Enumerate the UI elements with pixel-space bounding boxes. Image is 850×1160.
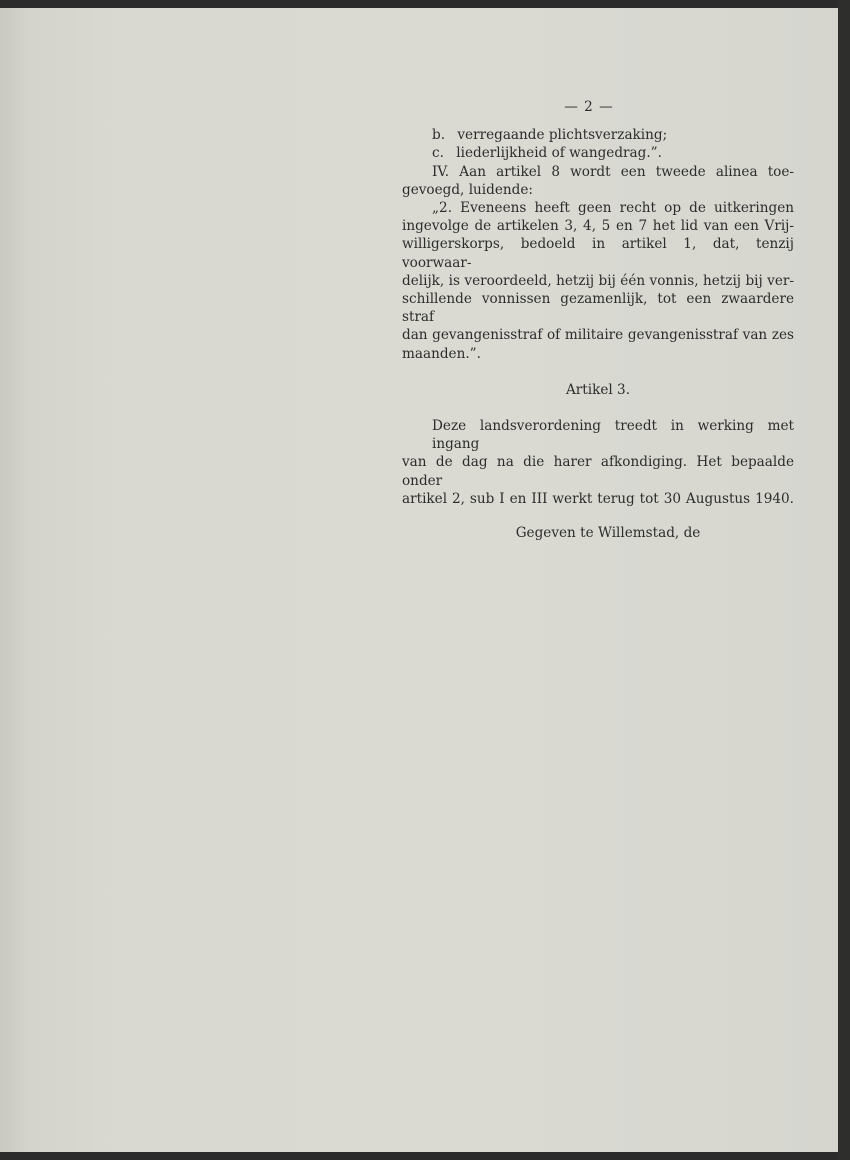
section-iv-line-2: gevoegd, luidende: — [402, 181, 533, 198]
quote-line-3: willigerskorps, bedoeld in artikel 1, dat, tenzij voorwaar- — [402, 236, 794, 271]
clause-text: liederlijkheid of wangedrag.”. — [456, 145, 662, 162]
article-3-line-1: Deze landsverordening treedt in werking met ingang — [432, 418, 794, 453]
article-3-heading: Artikel 3. — [565, 381, 631, 398]
clause-label: b. — [432, 127, 446, 144]
document-page — [0, 8, 838, 1152]
given-at-line: Gegeven te Willemstad, de — [515, 525, 701, 542]
quote-line-2: ingevolge de artikelen 3, 4, 5 en 7 het lid van een Vrij- — [402, 218, 794, 235]
text-column — [402, 98, 794, 542]
page-number: — 2 — — [564, 99, 614, 115]
quote-line-6: dan gevangenisstraf of militaire gevangenisstraf van zes — [402, 327, 794, 344]
section-iv-line-1: IV. Aan artikel 8 wordt een tweede alinea toe- — [432, 163, 794, 180]
clause-b — [402, 126, 794, 144]
article-3-line-2: van de dag na die harer afkondiging. Het bepaalde onder — [402, 454, 794, 489]
scan-edge — [838, 0, 850, 1160]
clause-label: c. — [432, 145, 444, 162]
quote-line-4: delijk, is veroordeeld, hetzij bij één vonnis, hetzij bij ver- — [402, 272, 794, 289]
clause-c — [402, 144, 794, 162]
quote-line-5: schillende vonnissen gezamenlijk, tot een zwaardere straf — [402, 291, 794, 326]
quote-line-7: maanden.”. — [402, 345, 481, 362]
article-3-line-3: artikel 2, sub I en III werkt terug tot 30 Augustus 1940. — [402, 490, 794, 507]
quote-line-1: „2. Eveneens heeft geen recht op de uitkeringen — [432, 200, 794, 217]
clause-text: verregaande plichtsverzaking; — [457, 127, 668, 144]
